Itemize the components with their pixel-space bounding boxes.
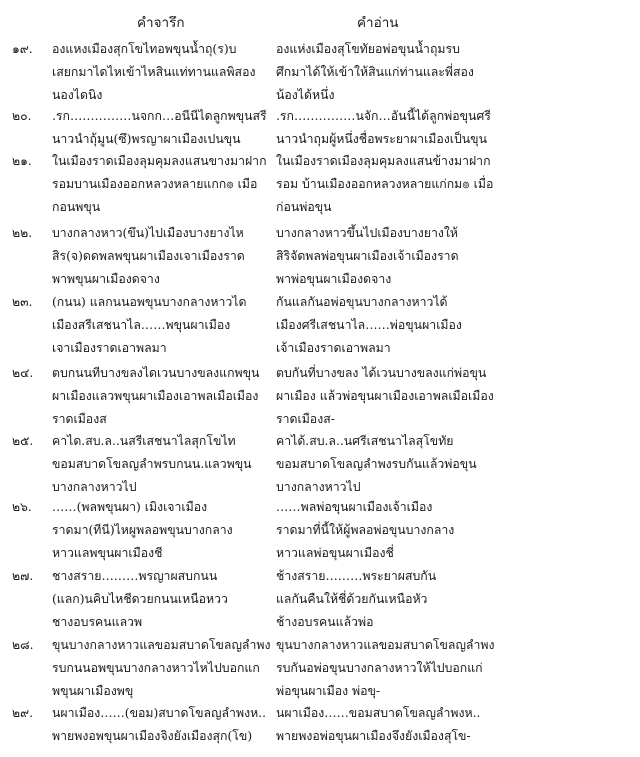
inscription-line: รบกนนอพขุนบางกลางหาวไหไปบอกแก [52, 661, 260, 675]
inscription-text [52, 222, 270, 291]
reading-text [276, 362, 616, 431]
inscription-line: (กนน) แลกนนอพขุนบางกลางหาวได [52, 295, 247, 309]
reading-line: น้องได้หนึ่ง [276, 88, 335, 102]
inscription-line: .รก……………นจกก…อนีนีไดลูกพขุนสรี [52, 109, 267, 123]
inscription-text [52, 291, 270, 360]
reading-line: พายพงอพ่อขุนผาเมืองจึงยังเมืองสุโข- [276, 729, 471, 743]
reading-line: ช้างอบรคนแล้วพ่อ [276, 615, 374, 629]
inscription-text [52, 634, 270, 703]
inscription-text [52, 565, 270, 634]
inscription-line: รอมบานเมืองออกหลวงหลายแกก๏ เมือ [52, 177, 258, 191]
reading-line: ราดเมืองส- [276, 412, 335, 426]
reading-text [276, 430, 616, 499]
reading-text [276, 496, 616, 565]
line-number: ๒๓. [12, 295, 33, 309]
reading-line: ก่อนพ่อขุน [276, 200, 332, 214]
inscription-line: ชางอบรคนแลวพ [52, 615, 143, 629]
reading-line: เมืองศรีเสชนาไล……พ่อขุนผาเมือง [276, 318, 462, 332]
reading-line: รอม บ้านเมืองออกหลวงหลายแก่กม๏ เมื่อ [276, 177, 494, 191]
inscription-line: ผาเมืองแลวพขุนผาเมืองเอาพลเมือเมือง [52, 389, 259, 403]
reading-line: พ่อขุนผาเมือง พ่อขุ- [276, 684, 381, 698]
inscription-line: คาได.สบ.ล..นสรีเสชนาไลสุกโขไท [52, 434, 236, 448]
line-number: ๒๖. [12, 500, 32, 514]
inscription-line: นองไดนิง [52, 88, 103, 102]
inscription-text [52, 430, 270, 499]
reading-line: ขอมสบาดโขลญลำพงรบกันแล้วพ่อขุน [276, 457, 477, 471]
inscription-line: ชางสราย………พรญาผสบกนน [52, 569, 218, 583]
reading-line: บางกลางหาวไป [276, 480, 361, 494]
inscription-text [52, 702, 270, 748]
inscription-line: เสยกมาไดไหเข้าไหสินแท่ทานแลพิสอง [52, 65, 256, 79]
inscription-line: ราดเมืองส [52, 412, 107, 426]
inscription-line: พายพงอพขุนผาเมืองจิงยังเมืองสุก(โข) [52, 729, 253, 743]
inscription-text [52, 362, 270, 431]
reading-text [276, 702, 616, 748]
inscription-text [52, 496, 270, 565]
reading-line: สิริจัดพลพ่อขุนผาเมืองเจ้าเมืองราด [276, 249, 459, 263]
reading-text [276, 565, 616, 634]
reading-line: เจ้าเมืองราดเอาพลมา [276, 341, 391, 355]
line-number: ๒๔. [12, 366, 34, 380]
line-number: ๒๑. [12, 154, 32, 168]
inscription-line: นาวนำถุ้มูน(ซึ)พรญาผาเมืองเปนขุน [52, 132, 241, 146]
reading-line: .รก……………นจัก…อันนี้ได้ลูกพ่อขุนศรี [276, 109, 491, 123]
inscription-line: หาวแลพขุนผาเมืองชี [52, 546, 163, 560]
reading-line: หาวแลพ่อขุนผาเมืองชี่ [276, 546, 394, 560]
reading-line: รบกันอพ่อขุนบางกลางหาวให้ไปบอกแก่ [276, 661, 483, 675]
inscription-line: ตบกนนทีบางขลงไดเวนบางขลงแกพขุน [52, 366, 260, 380]
inscription-line: เมืองสรีเสชนาไล……พขุนผาเมือง [52, 318, 231, 332]
line-number: ๒๘. [12, 638, 34, 652]
reading-line: ผาเมือง แล้วพ่อขุนผาเมืองเอาพลเมือเมือง [276, 389, 494, 403]
inscription-line: องแหงเมืองสุกโขไทอพขุนน้ำถุ(ร)บ [52, 42, 237, 56]
reading-text [276, 38, 616, 107]
inscription-line: นผาเมือง……(ขอม)สบาดโขลญลำพงห.. [52, 706, 267, 720]
inscription-line: สิร(จ)ดดพลพขุนผาเมืองเจาเมืองราด [52, 249, 245, 263]
reading-text [276, 222, 616, 291]
inscription-text [52, 150, 270, 219]
inscription-line: บางกลางหาว(ขึน)ไปเมืองบางยางไห [52, 226, 244, 240]
reading-line: แลกันคืนให้ชี่ด้วยกันเหนือหัว [276, 592, 428, 606]
reading-line: กันแลกันอพ่อขุนบางกลางหาวได้ [276, 295, 448, 309]
line-number: ๒๒. [12, 226, 33, 240]
line-number: ๒๐. [12, 109, 32, 123]
inscription-line: ……(พลพขุนผา) เมิงเจาเมือง [52, 500, 208, 514]
line-number: ๒๗. [12, 569, 34, 583]
line-number: ๒๕. [12, 434, 34, 448]
reading-line: ช้างสราย………พระยาผสบกัน [276, 569, 437, 583]
reading-text [276, 634, 616, 703]
reading-line: ขุนบางกลางหาวแลขอมสบาดโขลญลำพง [276, 638, 495, 652]
header-inscription: คำจารึก [137, 15, 185, 31]
header-reading: คำอ่าน [357, 15, 399, 31]
reading-line: ราดมาที่นี้ให้ผู้พลอพ่อขุนบางกลาง [276, 523, 455, 537]
line-number: ๑๙. [12, 42, 33, 56]
reading-line: นาวนำถุมผู้หนึ่งชื่อพระยาผาเมืองเป็นขุน [276, 132, 487, 146]
inscription-line: พาพขุนผาเมืองดจาง [52, 272, 160, 286]
reading-line: บางกลางหาวขึ้นไปเมืองบางยางให้ [276, 226, 458, 240]
inscription-text [52, 105, 270, 151]
line-number: ๒๙. [12, 706, 34, 720]
inscription-line: ในเมืองราดเมืองลุมคุมลงแสนขางมาฝาก [52, 154, 267, 168]
inscription-line: ราดมา(ทีนี)ไหผูพลอพขุนบางกลาง [52, 523, 233, 537]
reading-line: ตบกันที่บางขลง ได้เวนบางขลงแก่พ่อขุน [276, 366, 487, 380]
inscription-line: (แลก)นคิบไหชีดวยกนนเหนือหวว [52, 592, 228, 606]
reading-line: นผาเมือง……ขอมสบาดโขลญลำพงห.. [276, 706, 481, 720]
inscription-line: กอนพขุน [52, 200, 101, 214]
reading-text [276, 291, 616, 360]
reading-line: ศึกมาได้ให้เข้าให้สินแก่ท่านและพี่สอง [276, 65, 474, 79]
reading-text [276, 105, 616, 151]
inscription-text [52, 38, 270, 107]
reading-text [276, 150, 616, 219]
inscription-line: ขอมสบาดโขลญลำพรบกนน.แลวพขุน [52, 457, 252, 471]
reading-line: ……พลพ่อขุนผาเมืองเจ้าเมือง [276, 500, 433, 514]
reading-line: องแห่งเมืองสุโขทัยอพ่อขุนน้ำถุมรบ [276, 42, 460, 56]
inscription-line: ขุนบางกลางหาวแลขอมสบาดโขลญลำพง [52, 638, 271, 652]
reading-line: คาได้.สบ.ล..นศรีเสชนาไลสุโขทัย [276, 434, 454, 448]
inscription-line: บางกลางหาวไป [52, 480, 137, 494]
inscription-line: เจาเมืองราดเอาพลมา [52, 341, 167, 355]
reading-line: ในเมืองราดเมืองลุมคุมลงแสนข้างมาฝาก [276, 154, 491, 168]
inscription-line: พขุนผาเมืองพขุ [52, 684, 134, 698]
reading-line: พาพ่อขุนผาเมืองดจาง [276, 272, 392, 286]
